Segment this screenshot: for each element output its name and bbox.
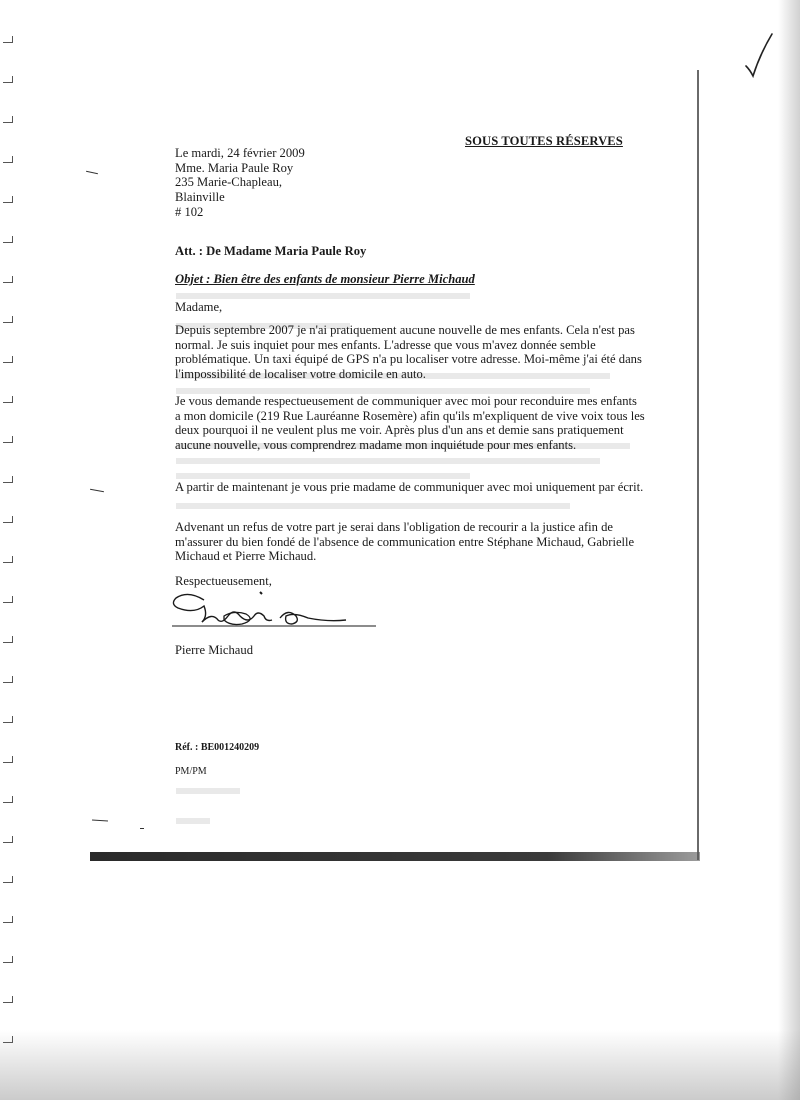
attention-line: Att. : De Madame Maria Paule Roy <box>175 244 367 258</box>
reference-code: Réf. : BE001240209 <box>175 742 260 753</box>
recipient-city: Blainville <box>175 190 225 205</box>
binder-punch-marks <box>0 30 16 1070</box>
page-frame-bottom-edge <box>90 852 700 861</box>
paragraph-4: Advenant un refus de votre part je serai dans l'obligation de recourir a la justice afin de m'assurer du bien fondé de l'absence de communication entre Stéphane Michaud, Gabrielle Michaud et Pierre Michaud. <box>175 520 635 564</box>
subject-line: Objet : Bien être des enfants de monsieur Pierre Michaud <box>175 272 475 286</box>
scan-speck <box>92 819 108 821</box>
paragraph-2: Je vous demande respectueusement de communiquer avec moi pour reconduire mes enfants a mon domicile (219 Rue Lauréanne Rosemère) afin qu'ils m'expliquent de vive voix tous les deux pourquoi il ne veulent plus me voir. Après plus d'un ans et demie sans pratiquement aucune nouvelle, vous comprendrez madame mon inquiétude pour mes enfants. <box>175 394 645 453</box>
reserve-notice: SOUS TOUTES RÉSERVES <box>465 134 623 148</box>
paragraph-1: Depuis septembre 2007 je n'ai pratiquement aucune nouvelle de mes enfants. Cela n'est pas normal. Je suis inquiet pour mes enfants. L'adresse que vous m'avez donnée semble problématique. Un taxi équipé de GPS n'a pu localiser votre adresse. Moi-même j'ai été dans l'impossibilité de localiser votre domicile en auto. <box>175 323 642 382</box>
letter-date: Le mardi, 24 février 2009 <box>175 146 305 160</box>
recipient-unit: # 102 <box>175 204 204 219</box>
closing: Respectueusement, <box>175 574 272 588</box>
paragraph-3: A partir de maintenant je vous prie madame de communiquer avec moi uniquement par écrit. <box>175 480 644 494</box>
page-frame-right-edge <box>697 70 699 860</box>
recipient-street: 235 Marie-Chapleau, <box>175 175 283 190</box>
recipient-name: Mme. Maria Paule Roy <box>175 160 294 175</box>
scan-speck <box>86 171 98 174</box>
initials: PM/PM <box>175 766 207 777</box>
scan-shadow-right <box>778 0 800 1100</box>
salutation: Madame, <box>175 300 223 314</box>
handwritten-signature <box>168 586 378 634</box>
check-mark-icon <box>742 30 782 80</box>
scan-speck <box>90 489 104 492</box>
signatory-name: Pierre Michaud <box>175 643 253 657</box>
scan-shadow-bottom <box>0 1030 800 1100</box>
scan-speck <box>140 828 144 829</box>
date-and-address <box>175 146 645 220</box>
